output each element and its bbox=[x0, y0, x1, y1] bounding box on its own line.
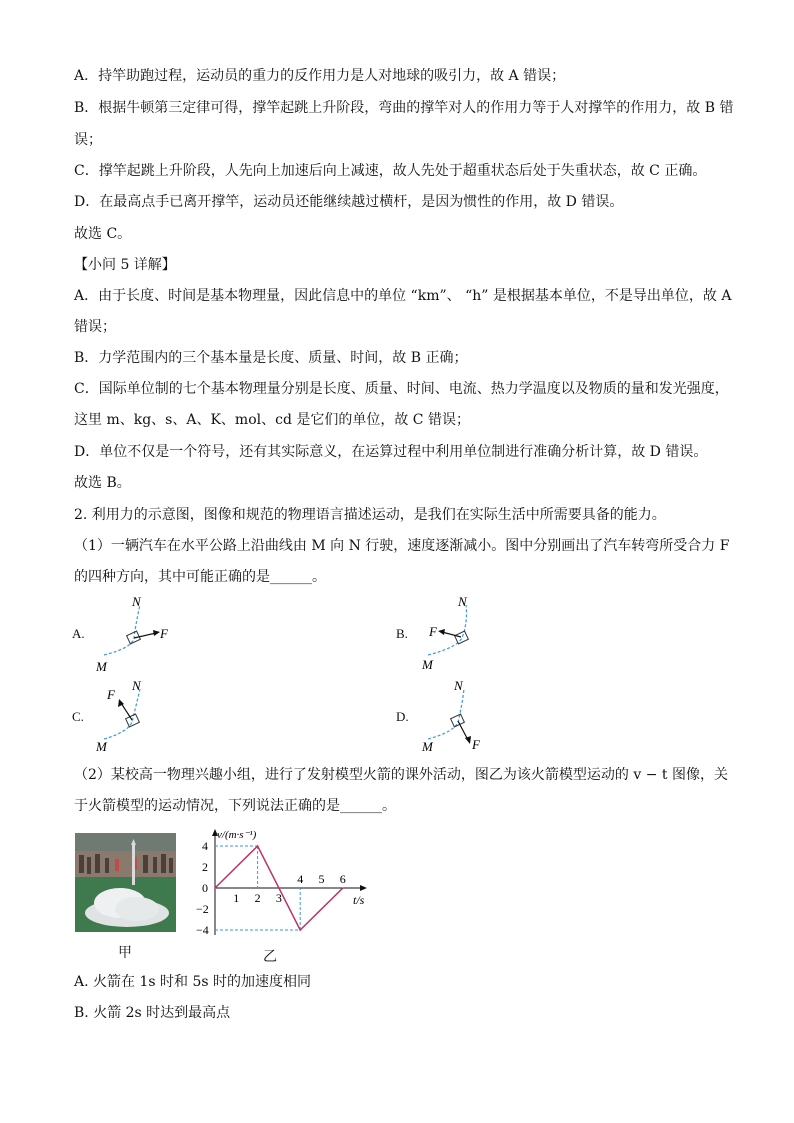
text-line: D．单位不仅是一个符号，还有其实际意义，在运算过程中利用单位制进行准确分析计算，故 D 错误。 bbox=[74, 444, 708, 460]
y-tick-label: −2 bbox=[196, 902, 209, 916]
question-part-2: （2）某校高一物理兴趣小组，进行了发射模型火箭的课外活动，图乙为该火箭模型运动的 v − t 图像，关 bbox=[74, 767, 728, 783]
section-heading: 【小问 5 详解】 bbox=[74, 257, 176, 273]
x-tick-label: 4 bbox=[297, 872, 304, 886]
question-part-1: （1）一辆汽车在水平公路上沿曲线由 M 向 N 行驶，速度逐渐减小。图中分别画出了汽车转弯所受合力 F bbox=[74, 538, 730, 554]
label-n: N bbox=[132, 678, 141, 693]
x-tick-label: 1 bbox=[233, 891, 240, 905]
label-n: N bbox=[132, 594, 141, 609]
text-line: 这里 m、kg、s、A、K、mol、cd 是它们的单位，故 C 错误； bbox=[74, 412, 470, 428]
question-part-2-line2: 于火箭模型的运动情况，下列说法正确的是______。 bbox=[74, 798, 396, 814]
y-tick-label: 4 bbox=[202, 839, 208, 853]
label-f: F bbox=[472, 737, 480, 752]
vt-graph bbox=[193, 825, 383, 940]
x-tick-label: 6 bbox=[339, 872, 346, 886]
vt-data-point bbox=[299, 929, 301, 931]
text-line: 错误； bbox=[74, 319, 116, 335]
label-m: M bbox=[96, 659, 107, 672]
option-d-label: D. bbox=[396, 709, 409, 724]
option-a-label: A. bbox=[72, 626, 85, 641]
question-stem: 2. 利用力的示意图，图像和规范的物理语言描述运动，是我们在实际生活中所需要具备的能力。 bbox=[74, 507, 666, 523]
choice-a: A. 火箭在 1s 时和 5s 时的加速度相同 bbox=[74, 974, 311, 990]
label-n: N bbox=[458, 594, 467, 609]
caption-graph: 乙 bbox=[263, 949, 277, 965]
vt-data-point bbox=[257, 845, 259, 847]
text-line: 故选 C。 bbox=[74, 226, 132, 242]
question-part-1-line2: 的四种方向，其中可能正确的是______。 bbox=[74, 569, 326, 585]
text-line: A．持竿助跑过程，运动员的重力的反作用力是人对地球的吸引力，故 A 错误； bbox=[74, 68, 566, 84]
label-f: F bbox=[429, 624, 437, 639]
label-m: M bbox=[422, 657, 433, 672]
text-line: B．根据牛顿第三定律可得，撑竿起跳上升阶段，弯曲的撑竿对人的作用力等于人对撑竿的作用力，故 B 错 bbox=[74, 100, 734, 116]
vt-data-point bbox=[214, 887, 216, 889]
x-tick-label: 5 bbox=[318, 872, 325, 886]
text-line: C．国际单位制的七个基本物理量分别是长度、质量、时间、电流、热力学温度以及物质的量和发光强度， bbox=[74, 381, 729, 397]
label-f: F bbox=[160, 626, 168, 641]
vt-data-point bbox=[342, 887, 344, 889]
choice-b: B. 火箭 2s 时达到最高点 bbox=[74, 1005, 231, 1021]
y-tick-label: −4 bbox=[196, 923, 209, 937]
y-axis-label: v/(m·s⁻¹) bbox=[217, 829, 257, 841]
force-diagram-a bbox=[88, 592, 188, 672]
text-line: 故选 B。 bbox=[74, 475, 131, 491]
text-line: B．力学范围内的三个基本量是长度、质量、时间，故 B 正确； bbox=[74, 350, 468, 366]
y-tick-label: 0 bbox=[202, 881, 208, 895]
force-diagram-c bbox=[88, 676, 188, 756]
caption-photo: 甲 bbox=[118, 945, 132, 961]
force-diagram-d bbox=[412, 676, 512, 756]
text-line: D．在最高点手已离开撑竿，运动员还能继续越过横杆，是因为惯性的作用，故 D 错误。 bbox=[74, 194, 624, 210]
y-tick-label: 2 bbox=[202, 860, 208, 874]
text-line: 误； bbox=[74, 132, 102, 148]
option-c-label: C. bbox=[72, 709, 84, 724]
force-diagram-b bbox=[412, 592, 512, 672]
label-m: M bbox=[96, 739, 107, 754]
x-axis-label: t/s bbox=[353, 893, 365, 907]
label-m: M bbox=[422, 739, 433, 754]
x-tick-label: 3 bbox=[275, 891, 282, 905]
label-n: N bbox=[454, 678, 463, 693]
x-tick-label: 2 bbox=[254, 891, 261, 905]
label-f: F bbox=[107, 687, 115, 702]
rocket-launch-photo bbox=[75, 833, 176, 932]
text-line: A．由于长度、时间是基本物理量，因此信息中的单位 “km”、 “h” 是根据基本单位，不是导出单位，故 A bbox=[74, 288, 732, 304]
text-line: C．撑竿起跳上升阶段，人先向上加速后向上减速，故人先处于超重状态后处于失重状态，故 C 正确。 bbox=[74, 163, 707, 179]
x-axis-arrow bbox=[360, 885, 367, 891]
option-b-label: B. bbox=[396, 626, 408, 641]
